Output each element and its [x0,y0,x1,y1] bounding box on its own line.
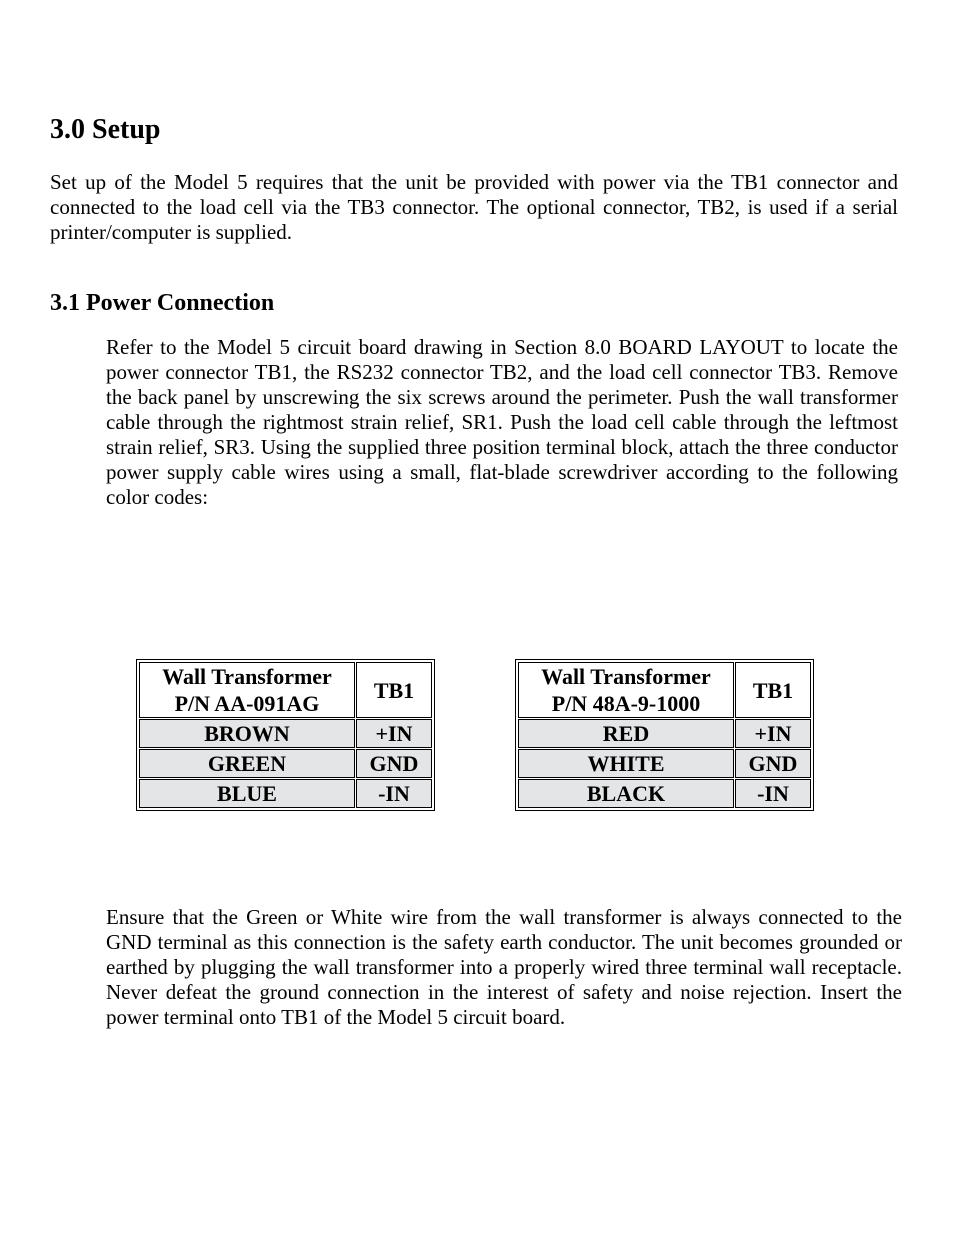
wiring-table-aa-091ag [136,659,435,811]
terminal-cell: -IN [356,779,432,808]
section-heading: 3.0 Setup [50,114,161,145]
table-row [139,749,432,778]
transformer-part-number: P/N 48A-9-1000 [551,691,701,716]
terminal-cell: -IN [735,779,811,808]
wire-color-cell: GREEN [139,749,355,778]
transformer-header-cell [518,662,734,718]
table-row [518,749,811,778]
wire-color-cell: BROWN [139,719,355,748]
terminal-cell: +IN [356,719,432,748]
power-connection-paragraph: Refer to the Model 5 circuit board drawing in Section 8.0 BOARD LAYOUT to locate the power connector TB1, the RS232 connector TB2, and the load cell connector TB3. Remove the back panel by unscrewing the six screws around the perimeter. Push the wall transformer cable through the rightmost strain relief, SR1. Push the load cell cable through the leftmost strain relief, SR3. Using the supplied three position terminal block, attach the three conductor power supply cable wires using a small, flat-blade screwdriver according to the following color codes: [106,335,898,509]
table-header-row [139,662,432,718]
wiring-table-48a-9-1000 [515,659,814,811]
transformer-part-number: P/N AA-091AG [174,691,320,716]
transformer-header-cell [139,662,355,718]
subsection-heading: 3.1 Power Connection [50,290,275,316]
wire-color-cell: BLACK [518,779,734,808]
terminal-cell: +IN [735,719,811,748]
transformer-header-line1: Wall Transformer [541,664,711,689]
table-header-row [518,662,811,718]
wire-color-cell: WHITE [518,749,734,778]
wire-color-cell: BLUE [139,779,355,808]
transformer-header-line1: Wall Transformer [162,664,332,689]
wire-color-cell: RED [518,719,734,748]
table-row [518,719,811,748]
terminal-header-cell: TB1 [356,662,432,718]
ground-safety-paragraph: Ensure that the Green or White wire from the wall transformer is always connected to the GND terminal as this connection is the safety earth conductor. The unit becomes grounded or earthed by plugging the wall transformer into a properly wired three terminal wall receptacle. Never defeat the ground connection in the interest of safety and noise rejection. Insert the power terminal onto TB1 of the Model 5 circuit board. [106,905,902,1029]
terminal-cell: GND [735,749,811,778]
section-intro-paragraph: Set up of the Model 5 requires that the unit be provided with power via the TB1 connector and connected to the load cell via the TB3 connector. The optional connector, TB2, is used if a serial printer/computer is supplied. [50,170,898,244]
table-row [139,719,432,748]
terminal-cell: GND [356,749,432,778]
terminal-header-cell: TB1 [735,662,811,718]
table-row [518,779,811,808]
table-row [139,779,432,808]
